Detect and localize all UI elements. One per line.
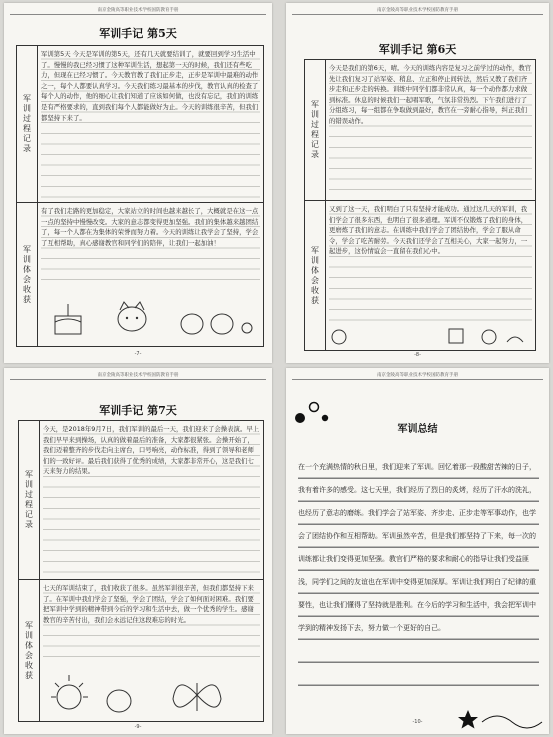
page-title: 军训手记 第5天 bbox=[99, 27, 177, 40]
page-day5 bbox=[4, 3, 272, 363]
sun-butterfly-doodle bbox=[47, 671, 259, 719]
section-label-gain: 军训体会收获 bbox=[19, 580, 40, 721]
gain-text: 有了我们走路的更加稳定，大家站立的时间也越来越长了，大概就是在这一点一点的坚持中慢慢改变。大家的意志都变得更加坚强。我们的集体越来越团结了，每一个人都在为集体的荣誉而努力着。今天的训练让我学会了坚持，学会了互相帮助，真心感谢教官和同学们的陪伴，让我们一起加油！ bbox=[41, 206, 260, 288]
header-divider bbox=[10, 379, 266, 380]
process-text: 今天是我们的第6天，晴。今天的训练内容是复习之前学过的动作，教官先让我们复习了站军姿、稍息、立正和停止间转法，然后又教了我们齐步走和正步走的转换。训练中同学们都非常认真，每一个动作都力求做到标准。休息的时候我们一起唱军歌，气氛非常热烈。下午我们进行了分组练习，每一组都在争取做到最好，教官在一旁耐心指导，纠正我们的错误动作。 bbox=[329, 63, 532, 198]
journal-table bbox=[18, 420, 264, 722]
page-number: -9- bbox=[134, 724, 142, 730]
process-text: 今天，是2018年9月7日，我们军训的最后一天，我们迎来了会操表演。早上我们早早来到操场，认真的做着最后的准备，大家都很紧张。会操开始了，我们迈着整齐的步伐走向主席台，口号响亮，动作标准，得到了领导和老师们的一致好评。最后我们获得了优秀的成绩，大家都非常开心，这是我们七天来努力的结果。 bbox=[43, 424, 260, 576]
section-label-gain: 军训体会收获 bbox=[17, 203, 38, 346]
gain-text: 七天的军训结束了，我们收获了很多。虽然军训很辛苦，但我们都坚持下来了。在军训中我们学会了坚强，学会了团结，学会了如何面对困难。我们要把军训中学到的精神带到今后的学习和生活中去，做一个优秀的学生。感谢教官的辛苦付出，我们会永远记住这段难忘的时光。 bbox=[43, 583, 260, 667]
sticker-doodles bbox=[329, 326, 533, 348]
summary-text: 在一个充满热情的秋日里，我们迎来了军训。回忆着那一段酸甜苦辣的日子，我有着许多的感受。这七天里，我们经历了烈日的炙烤，经历了汗水的洗礼，也经历了意志的磨练。我们学会了站军姿、齐步走、正步走等军事动作，也学会了团结协作和互相帮助。军训虽然辛苦，但是我们都坚持了下来，每一次的训练都让我们变得更加坚强。教官们严格的要求和耐心的指导让我们受益匪浅，同学们之间的友谊也在军训中变得更加深厚。军训让我们明白了纪律的重要性，也让我们懂得了坚持就是胜利。在今后的学习和生活中，我会把军训中学到的精神发扬下去，努力做一个更好的自己。 bbox=[298, 456, 539, 704]
gain-text: 又到了这一天，我们明白了只有坚持才能成功。通过这几天的军训，我们学会了很多东西，也明白了很多道理。军训不仅锻炼了我们的身体，更磨炼了我们的意志。在训练中我们学会了团结协作，学会了服从命令，学会了吃苦耐劳。今天我们还学会了互相关心，大家一起努力，一起进步，这份情谊会一直留在我们心中。 bbox=[329, 204, 532, 324]
page-day7 bbox=[4, 368, 272, 734]
section-divider bbox=[305, 200, 535, 201]
header-divider bbox=[10, 14, 266, 15]
page-number: -10- bbox=[412, 719, 423, 725]
section-label-gain: 军训体会收获 bbox=[305, 201, 326, 350]
header-divider bbox=[292, 379, 543, 380]
journal-table bbox=[16, 45, 264, 347]
page-header: 南京金陵高等职业技术学校国防教育手册 bbox=[97, 8, 179, 13]
page-header: 南京金陵高等职业技术学校国防教育手册 bbox=[97, 373, 179, 378]
section-divider bbox=[19, 579, 263, 580]
page-title: 军训手记 第7天 bbox=[99, 404, 177, 417]
page-title: 军训总结 bbox=[397, 424, 438, 435]
page-title: 军训手记 第6天 bbox=[378, 43, 457, 56]
section-label-process: 军训过程记录 bbox=[305, 60, 326, 200]
section-divider bbox=[17, 202, 263, 203]
process-text: 军训第5天 今天是军训的第5天，还有几天就要结训了，就要回到学习生活中了。慢慢的我已经习惯了这种军训生活，想起第一天的时候，我们还有些吃力，但现在已经习惯了。今天教官教了我们正步走，正步是军训中最难的动作之一，每个人都要认真学习。今天我们练习最基本的步伐，教官认真的检查了每个人的动作，他的细心让我们知道了应该如何做，也没有忘记，我们的训练是有严格要求的，直到我们每个人都能做好为止。今天的训练很辛苦，但我们都坚持下来了。 bbox=[41, 49, 260, 199]
page-header: 南京金陵高等职业技术学校国防教育手册 bbox=[377, 8, 458, 13]
header-divider bbox=[292, 14, 543, 15]
page-number: -7- bbox=[134, 351, 142, 357]
journal-table bbox=[304, 59, 536, 351]
section-label-process: 军训过程记录 bbox=[19, 421, 40, 579]
page-summary bbox=[286, 368, 549, 734]
section-label-process: 军训过程记录 bbox=[17, 46, 38, 202]
page-number: -8- bbox=[414, 352, 421, 358]
page-day6 bbox=[286, 3, 549, 363]
cake-doodle bbox=[47, 294, 257, 344]
page-header: 南京金陵高等职业技术学校国防教育手册 bbox=[377, 373, 458, 378]
